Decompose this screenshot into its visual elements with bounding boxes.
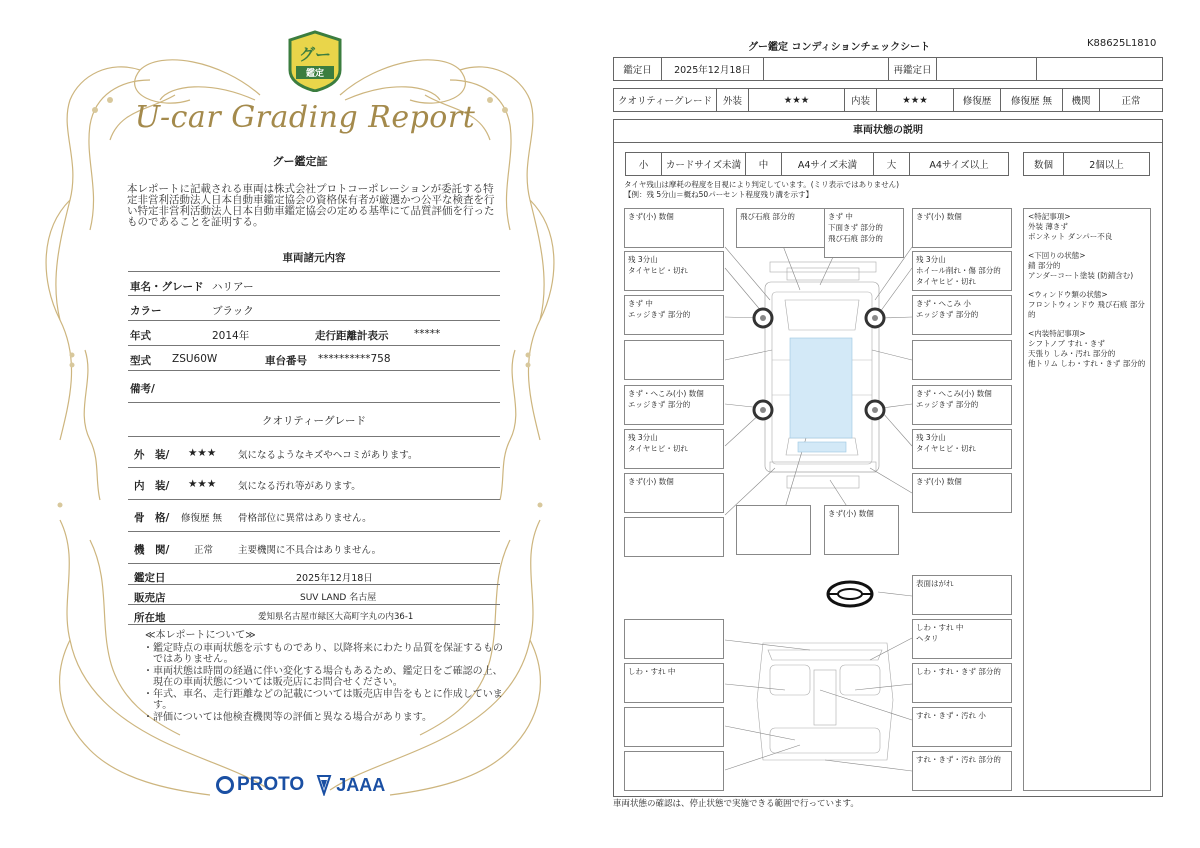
damage-box-right-3 <box>912 340 1012 380</box>
interior-row <box>128 468 500 500</box>
specs-heading: 車両諸元内容 <box>282 252 346 264</box>
quality-heading: クオリティーグレード <box>262 415 366 427</box>
damage-box-int-left-4 <box>624 751 724 791</box>
engine-row <box>128 532 500 564</box>
svg-text:グー: グー <box>298 45 332 64</box>
damage-box-left-4: きず・へこみ(小) 数個 エッジきず 部分的 <box>624 385 724 425</box>
damage-box-right-1: 残 3分山 ホイール削れ・傷 部分的 タイヤヒビ・切れ <box>912 251 1012 291</box>
jaaa-logo: JAAA <box>316 774 385 796</box>
damage-box-int-left-1 <box>624 619 724 659</box>
mileage-value: ***** <box>414 328 441 340</box>
chassis-label: 車台番号 <box>265 355 307 367</box>
damage-box-front-center: きず 中 下面きず 部分的 飛び石痕 部分的 <box>824 208 904 258</box>
special-notes: <特記事項> 外装 薄きず ボンネット ダンパー不良 <下回りの状態> 錆 部分的 アンダーコート塗装 (防錆含む) <ウィンドウ類の状態> フロントウィンドウ 飛び石痕 部分的 <内装特記事項> シフトノブ すれ・きず 天張り しみ・汚れ 部分的 他トリム しわ・すれ・きず 部分的 <box>1023 208 1151 791</box>
model-row <box>128 271 500 296</box>
dealer-value: SUV LAND 名古屋 <box>300 593 377 603</box>
engine-label: 機関 <box>1063 89 1100 111</box>
exterior-label: 外 装/ <box>134 449 170 461</box>
size-legend: 小 カードサイズ未満 中 A4サイズ未満 大 A4サイズ以上 <box>625 152 1009 176</box>
report-notes <box>143 630 503 723</box>
proto-logo: PROTO <box>216 774 304 796</box>
repair-value: 修復歴 無 <box>1001 89 1063 111</box>
damage-box-left-6: きず(小) 数個 <box>624 473 724 513</box>
damage-box-int-right-3: すれ・きず・汚れ 小 <box>912 707 1012 747</box>
sheet-id: K88625L1810 <box>1087 38 1157 49</box>
interior-stars: ★★★ <box>188 478 217 490</box>
damage-box-front-right: きず(小) 数個 <box>912 208 1012 248</box>
chassis-value: **********758 <box>318 353 391 365</box>
notes-title: ≪本レポートについて≫ <box>145 630 256 641</box>
exterior-row <box>128 436 500 468</box>
model-label: 車名・グレード <box>130 281 204 293</box>
interior-stars: ★★★ <box>877 89 954 111</box>
color-label: カラー <box>130 305 162 317</box>
type-value: ZSU60W <box>172 353 218 365</box>
interior-text: 気になる汚れ等があります。 <box>238 481 361 492</box>
appraisal-date-label: 鑑定日 <box>614 58 662 80</box>
goo-kantei-emblem-icon <box>286 30 344 92</box>
damage-box-front-left: きず(小) 数個 <box>624 208 724 248</box>
sheet-title: グー鑑定 コンディションチェックシート <box>748 42 931 53</box>
proto-mark-icon <box>216 776 234 794</box>
dealer-label: 販売店 <box>134 592 166 604</box>
damage-box-int-left-3 <box>624 707 724 747</box>
damage-box-right-4: きず・へこみ(小) 数個 エッジきず 部分的 <box>912 385 1012 425</box>
bottom-note: 車両状態の確認は、停止状態で実施できる範囲で行っています。 <box>613 799 859 809</box>
remarks-label: 備考/ <box>130 383 155 395</box>
damage-box-int-right-1: しわ・すれ 中 ヘタリ <box>912 619 1012 659</box>
report-title: U-car Grading Report <box>134 100 476 135</box>
date-value: 2025年12月18日 <box>296 573 373 584</box>
engine-label: 機 関/ <box>134 544 170 556</box>
damage-box-rear-center-left <box>736 505 811 555</box>
damage-box-left-3 <box>624 340 724 380</box>
svg-text:鑑定: 鑑定 <box>305 69 325 79</box>
certificate-subtitle: グー鑑定証 <box>272 155 328 168</box>
damage-box-int-right-2: しわ・すれ・きず 部分的 <box>912 663 1012 703</box>
certificate-intro: 本レポートに記載される車両は株式会社プロトコーポレーションが委託する特定非営利活動法人日本自動車鑑定協会の資格保有者が厳選かつ公平な検査を行い特定非営利活動法人日本自動車鑑定協会の定める基準にて品質評価を行ったものであることを証明する。 <box>127 183 495 228</box>
damage-box-rear-center: きず(小) 数個 <box>824 505 899 555</box>
color-row <box>128 296 500 321</box>
note-item: ・ 鑑定時点の車両状態を示すものであり、以降将来にわたり品質を保証するものではありません。 <box>143 642 503 665</box>
year-label: 年式 <box>130 330 151 342</box>
dealer-row <box>128 585 500 605</box>
note-item: ・ 車両状態は時間の経過に伴い変化する場合もあるため、鑑定日をご確認の上、現在の車両状態については販売店にお問合せください。 <box>143 665 503 688</box>
address-value: 愛知県名古屋市緑区大高町字丸の内36-1 <box>258 612 414 622</box>
damage-box-left-2: きず 中 エッジきず 部分的 <box>624 295 724 335</box>
damage-box-rear-left <box>624 517 724 557</box>
engine-value: 正常 <box>194 545 214 556</box>
damage-box-left-5: 残 3分山 タイヤヒビ・切れ <box>624 429 724 469</box>
type-row <box>128 346 500 371</box>
condition-check-sheet <box>600 0 1200 848</box>
interior-label: 内装 <box>845 89 877 111</box>
exterior-stars: ★★★ <box>749 89 845 111</box>
damage-box-int-left-2: しわ・すれ 中 <box>624 663 724 703</box>
quality-label: クオリティーグレード <box>614 89 717 111</box>
damage-box-steering: 表面はがれ <box>912 575 1012 615</box>
year-row <box>128 321 500 346</box>
color-value: ブラック <box>212 305 254 317</box>
engine-value: 正常 <box>1121 96 1141 107</box>
condition-heading: 車両状態の説明 <box>613 119 1163 143</box>
note-item: ・ 年式、車名、走行距離などの記載については販売店申告をもとに作成しています。 <box>143 688 503 711</box>
jaaa-mark-icon <box>316 774 332 796</box>
damage-box-right-6: きず(小) 数個 <box>912 473 1012 513</box>
exterior-text: 気になるようなキズやヘコミがあります。 <box>238 450 418 461</box>
damage-box-right-5: 残 3分山 タイヤヒビ・切れ <box>912 429 1012 469</box>
type-label: 型式 <box>130 355 151 367</box>
year-value: 2014年 <box>212 330 250 342</box>
frame-row <box>128 500 500 532</box>
remarks-row <box>128 371 500 403</box>
note-item: ・ 評価については他検査機関等の評価と異なる場合があります。 <box>143 711 432 723</box>
exterior-stars: ★★★ <box>188 447 217 459</box>
count-legend: 数個 2個以上 <box>1023 152 1150 176</box>
date-row <box>128 565 500 585</box>
damage-box-left-1: 残 3分山 タイヤヒビ・切れ <box>624 251 724 291</box>
damage-box-front-left-center: 飛び石痕 部分的 <box>736 208 836 248</box>
footer-logos <box>216 770 385 800</box>
date-label: 鑑定日 <box>134 572 166 584</box>
appraisal-date-value: 2025年12月18日 <box>662 58 764 80</box>
tire-note: タイヤ残山は摩耗の程度を目視により判定しています。(ミリ表示ではありません) 【例：残 5分山＝概ね50パーセント程度残り溝を示す】 <box>624 180 900 199</box>
frame-text: 骨格部位に異常はありません。 <box>238 513 372 524</box>
exterior-label: 外装 <box>717 89 749 111</box>
damage-box-int-right-4: すれ・きず・汚れ 部分的 <box>912 751 1012 791</box>
damage-box-right-2: きず・へこみ 小 エッジきず 部分的 <box>912 295 1012 335</box>
address-label: 所在地 <box>134 612 166 624</box>
frame-value: 修復歴 無 <box>181 513 223 524</box>
repair-label: 修復歴 <box>954 89 1001 111</box>
interior-label: 内 装/ <box>134 480 170 492</box>
model-value: ハリアー <box>212 281 254 293</box>
frame-label: 骨 格/ <box>134 512 170 524</box>
address-row <box>128 605 500 625</box>
engine-text: 主要機関に不具合はありません。 <box>238 545 382 556</box>
mileage-label: 走行距離計表示 <box>315 330 389 342</box>
reappraisal-label: 再鑑定日 <box>889 58 937 80</box>
